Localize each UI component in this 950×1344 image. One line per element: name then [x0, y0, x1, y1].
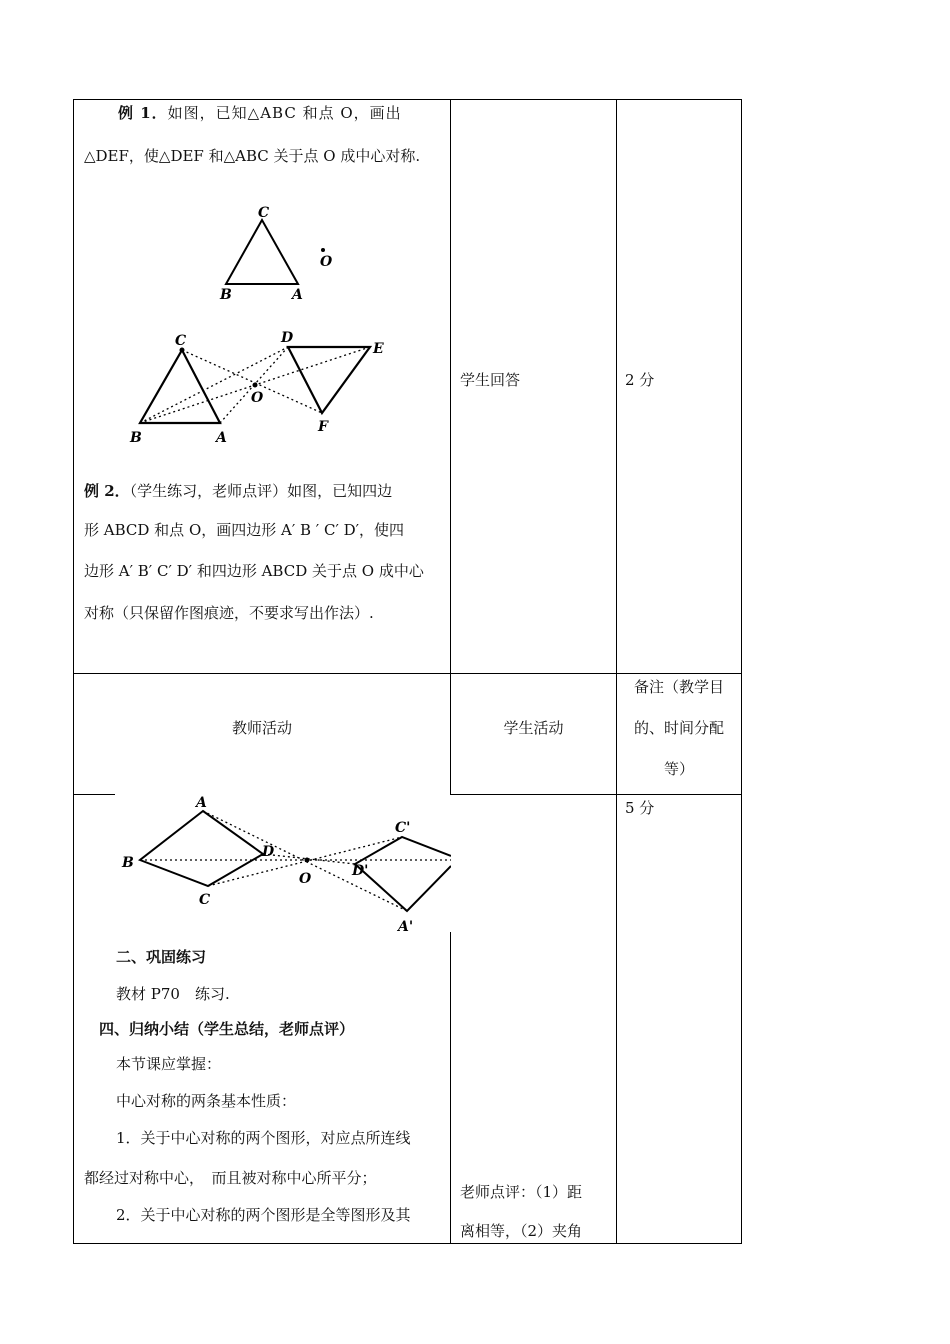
column-divider-2: [616, 99, 617, 1244]
label-b: B: [130, 430, 142, 446]
header-student-activity: 学生活动: [503, 719, 564, 737]
figure-symmetric-triangles: [125, 325, 400, 450]
row1-time: 2 分: [625, 371, 655, 389]
summary-p4: 2．关于中心对称的两个图形是全等图形及其: [116, 1206, 411, 1224]
example2-line3: 边形 A′ B′ C′ D′ 和四边形 ABCD 关于点 O 成中心: [84, 562, 424, 580]
label-b: B: [122, 855, 134, 871]
label-a2: A': [398, 919, 414, 935]
summary-p2: 中心对称的两条基本性质：: [116, 1092, 297, 1110]
header-remark-line3: 等）: [663, 760, 694, 778]
label-a: A: [196, 795, 207, 811]
row1-student-activity: 学生回答: [460, 371, 521, 389]
label-d: D: [262, 844, 275, 860]
label-c2: C': [395, 820, 411, 836]
figure-triangle-abc: [210, 200, 350, 310]
label-d2: D': [352, 863, 369, 879]
triangle-abc-shape: [226, 220, 298, 284]
row-divider-1: [73, 673, 742, 674]
triangle-def: [288, 347, 370, 413]
label-a: A: [216, 430, 227, 446]
row3-student-line1: 老师点评：（1）距: [460, 1183, 583, 1201]
point-o-dot: [321, 248, 325, 252]
label-o: O: [251, 390, 264, 406]
row3-student-line2: 离相等，（2）夹角: [460, 1222, 583, 1240]
quadrilateral-a2b2c2d2-partial: [355, 837, 451, 911]
row-divider-2-left: [73, 794, 115, 795]
label-c: C: [258, 205, 270, 221]
label-o: O: [299, 871, 312, 887]
triangle-abc: [140, 350, 220, 423]
example1-line2: △DEF，使△DEF 和△ABC 关于点 O 成中心对称.: [84, 147, 421, 165]
table-right-border: [741, 99, 742, 1244]
label-a: A: [292, 287, 303, 303]
summary-p1: 本节课应掌握：: [116, 1055, 222, 1073]
section4-title: 四、归纳小结（学生总结，老师点评）: [99, 1020, 355, 1038]
summary-p3-line1: 1．关于中心对称的两个图形，对应点所连线: [116, 1129, 411, 1147]
column-divider-1-upper: [450, 99, 451, 795]
header-teacher-activity: 教师活动: [231, 719, 292, 737]
header-remark-line1: 备注（教学目: [633, 678, 724, 696]
table-left-border: [73, 99, 74, 1244]
example2-line1: 例 2．（学生练习，老师点评）如图，已知四边: [84, 482, 393, 500]
header-remark-line2: 的、时间分配: [633, 719, 724, 737]
section2-text: 教材 P70 练习.: [116, 985, 230, 1003]
label-c: C: [175, 333, 187, 349]
example1-text-1: 例 1．如图，已知△ABC 和点 O，画出: [118, 104, 402, 122]
summary-p3-line2: 都经过对称中心， 而且被对称中心所平分；: [84, 1169, 377, 1187]
section2-title: 二、巩固练习: [116, 948, 207, 966]
label-b: B: [220, 287, 232, 303]
row3-time: 5 分: [625, 799, 655, 817]
example2-line2: 形 ABCD 和点 O，画四边形 A′ B ′ C′ D′，使四: [84, 521, 405, 539]
column-divider-1-lower: [450, 932, 451, 1244]
label-c: C: [199, 892, 211, 908]
example1-line1: [118, 103, 402, 123]
label-f: F: [318, 419, 328, 435]
point-o: [305, 858, 310, 863]
label-e: E: [373, 341, 384, 357]
point-o: [253, 383, 258, 388]
example2-line4: 对称（只保留作图痕迹，不要求写出作法）.: [84, 604, 374, 622]
table-bottom-border: [73, 1243, 742, 1244]
figure-symmetric-quadrilaterals: [115, 794, 451, 939]
label-o: O: [320, 254, 333, 270]
row-divider-2-right: [451, 794, 742, 795]
table-top-border: [73, 99, 742, 100]
label-d: D: [281, 330, 294, 346]
quadrilateral-abcd: [140, 811, 263, 886]
